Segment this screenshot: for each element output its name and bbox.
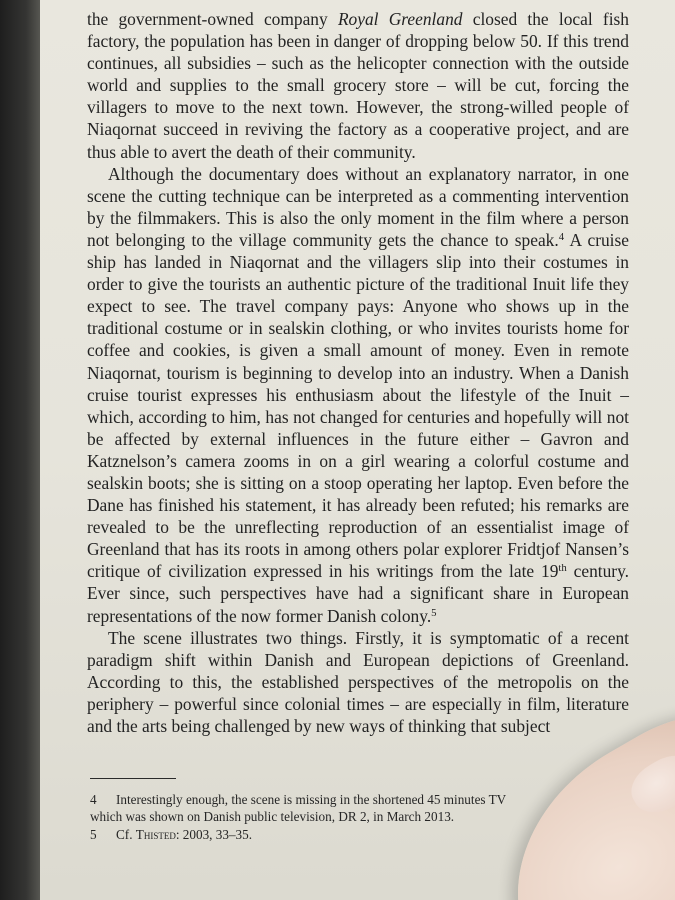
ordinal-suffix: th <box>558 562 567 575</box>
book-page <box>40 0 675 900</box>
footnote-ref-4[interactable]: 4 <box>558 231 565 244</box>
text-run: closed the local fish factory, the population has been in danger of dropping below 50. If this trend continues, all subsidies – such as the helicopter connection with the outside world and supplies to the small grocery store – will be cut, forcing the villagers to move to the next town. However, the strong-willed people of Niaqornat succeed in reviving the factory as a cooperative project, and are thus able to avert the death of their community. <box>87 9 629 162</box>
footnote-ref-5[interactable]: 5 <box>431 606 437 619</box>
paragraph-3 <box>87 627 629 737</box>
footnote-text: Cf. <box>116 826 136 842</box>
company-name-italic: Royal Greenland <box>337 9 463 29</box>
footnote-text: Interestingly enough, the scene is missing in the shortened 45 minutes TV <box>116 792 507 807</box>
text-run: century. Ever since, such perspectives have had a significant share in European representations of the now former Danish colony. <box>87 561 629 626</box>
footnote-text: : 2003, 33–35. <box>175 826 253 842</box>
paragraph-1 <box>87 8 629 163</box>
footnote-number: 5 <box>90 826 97 842</box>
body-text <box>87 8 629 737</box>
footnote-number: 4 <box>90 792 97 807</box>
cited-author: Thisted <box>135 826 176 842</box>
text-run: the government-owned company <box>87 9 338 29</box>
text-run: Although the documentary does without an explanatory narrator, in one scene the cutting technique can be interpreted as a commenting intervention by the filmmakers. This is also the only moment in the film where a person not belonging to the village community gets the chance to speak. <box>87 163 629 250</box>
text-run: The scene illustrates two things. Firstly, it is symptomatic of a recent paradigm shift within Danish and European depictions of Greenland. According to this, the established perspectives of the metropolis on the periphery – powerful since colonial times – are especially in film, literature and the arts being challenged by new ways of thinking that subject <box>87 627 629 736</box>
footnote-divider <box>90 778 176 779</box>
footnote-text-continuation: which was shown on Danish public television, DR 2, in March 2013. <box>90 809 455 825</box>
paragraph-2 <box>87 163 629 627</box>
text-run: A cruise ship has landed in Niaqornat and the villagers slip into their costumes in order to give the tourists an authentic picture of the traditional Inuit life they expect to see. The travel company pays: Anyone who shows up in the traditional costume or in sealskin clothing, or who invites tourists home for coffee and cookies, is given a small amount of money. Even in remote Niaqornat, tourism is beginning to develop into an industry. When a Danish cruise tourist expresses his enthusiasm about the lifestyle of the Inuit – which, according to him, has not changed for centuries and hopefully will not be affected by external influences in the future either – Gavron and Katznelson’s camera zooms in on a girl wearing a colorful costume and sealskin boots; she is sitting on a stoop operating her laptop. Even before the Dane has finished his statement, it has already been refuted; his remarks are revealed to be the unreflecting reproduction of an essentialist image of Greenland that has its roots in among others polar explorer Fridtjof Nansen’s critique of civilization expressed in his writings from the late 19 <box>87 229 629 582</box>
